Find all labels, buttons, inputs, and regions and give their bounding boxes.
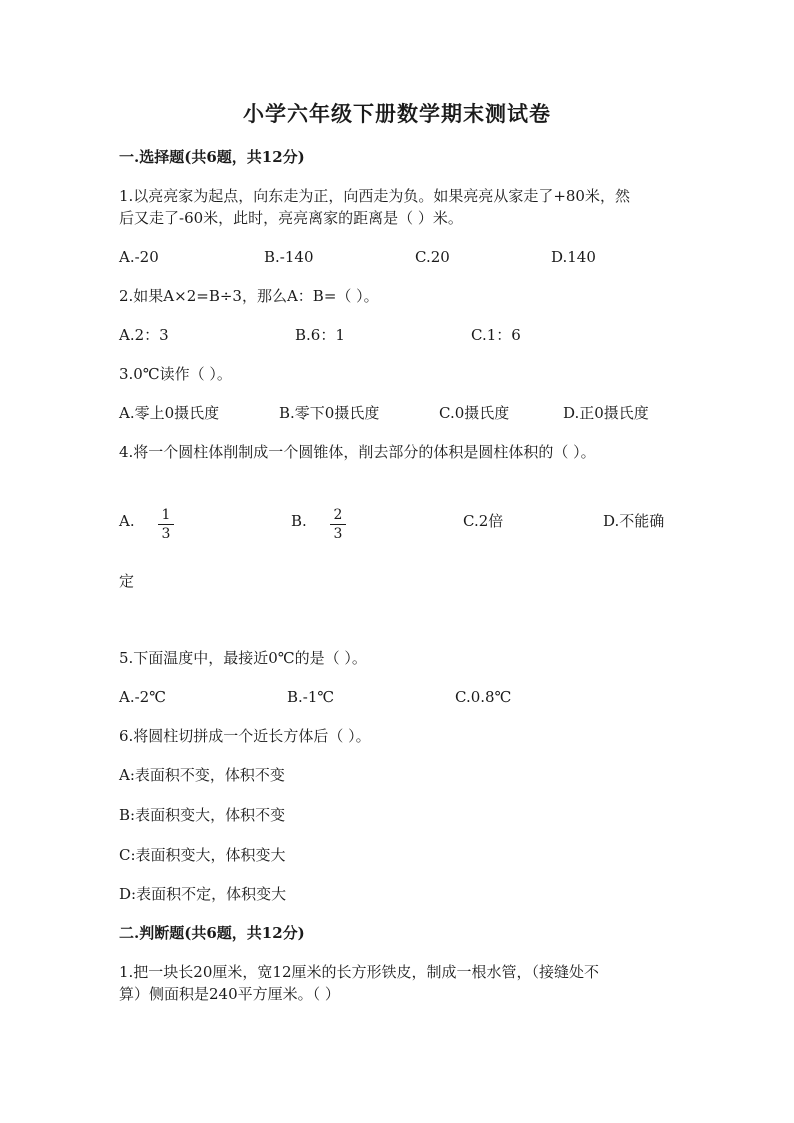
question-2-option-a: A.2：3 — [119, 326, 169, 344]
question-1-option-d: D.140 — [551, 248, 596, 266]
fraction-numerator: 2 — [333, 507, 343, 523]
tf-question-1-line-2: 算）侧面积是240平方厘米。（ ） — [119, 985, 340, 1003]
question-1-line-1: 1.以亮亮家为起点，向东走为正，向西走为负。如果亮亮从家走了+80米，然 — [119, 187, 630, 205]
question-1-option-a: A.-20 — [119, 248, 159, 266]
question-4-option-a-label: A. — [119, 512, 135, 530]
question-4-option-b-fraction — [330, 507, 346, 542]
question-5-option-a: A.-2℃ — [119, 688, 166, 706]
question-5-option-c: C.0.8℃ — [455, 688, 512, 706]
fraction-denominator: 3 — [333, 526, 343, 542]
question-3-option-b: B.零下0摄氏度 — [279, 404, 380, 422]
question-1-option-c: C.20 — [415, 248, 450, 266]
question-4-option-a-fraction — [158, 507, 174, 542]
fraction-numerator: 1 — [161, 507, 171, 523]
section-heading-multiple-choice: 一.选择题(共6题，共12分) — [119, 148, 305, 166]
fraction-bar — [330, 524, 346, 525]
question-3-option-a: A.零上0摄氏度 — [119, 404, 220, 422]
question-4-option-d-line-2: 定 — [119, 572, 135, 590]
question-2-option-b: B.6：1 — [295, 326, 345, 344]
question-5-option-b: B.-1℃ — [287, 688, 335, 706]
question-6-option-d: D:表面积不定，体积变大 — [119, 885, 287, 903]
question-2-option-c: C.1：6 — [471, 326, 521, 344]
fraction-bar — [158, 524, 174, 525]
question-4-option-b-label: B. — [291, 512, 307, 530]
question-6-text: 6.将圆柱切拼成一个近长方体后（ ）。 — [119, 727, 371, 745]
question-6-option-a: A:表面积不变，体积不变 — [119, 766, 285, 784]
question-1-line-2: 后又走了-60米，此时，亮亮离家的距离是（ ）米。 — [119, 209, 463, 227]
question-4-text: 4.将一个圆柱体削制成一个圆锥体，削去部分的体积是圆柱体积的（ ）。 — [119, 443, 596, 461]
question-3-option-d: D.正0摄氏度 — [563, 404, 649, 422]
question-3-text: 3.0℃读作（ ）。 — [119, 365, 232, 383]
question-4-option-d-line-1: D.不能确 — [603, 512, 665, 530]
question-6-option-b: B:表面积变大，体积不变 — [119, 806, 286, 824]
tf-question-1-line-1: 1.把一块长20厘米，宽12厘米的长方形铁皮，制成一根水管，（接缝处不 — [119, 963, 599, 981]
section-heading-true-false: 二.判断题(共6题，共12分) — [119, 924, 305, 942]
question-2-text: 2.如果A×2=B÷3，那么A：B=（ ）。 — [119, 287, 379, 305]
question-6-option-c: C:表面积变大，体积变大 — [119, 846, 286, 864]
question-1-option-b: B.-140 — [264, 248, 314, 266]
question-4-option-c: C.2倍 — [463, 512, 504, 530]
fraction-denominator: 3 — [161, 526, 171, 542]
question-3-option-c: C.0摄氏度 — [439, 404, 510, 422]
question-5-text: 5.下面温度中，最接近0℃的是（ ）。 — [119, 649, 367, 667]
exam-title: 小学六年级下册数学期末测试卷 — [243, 101, 551, 126]
